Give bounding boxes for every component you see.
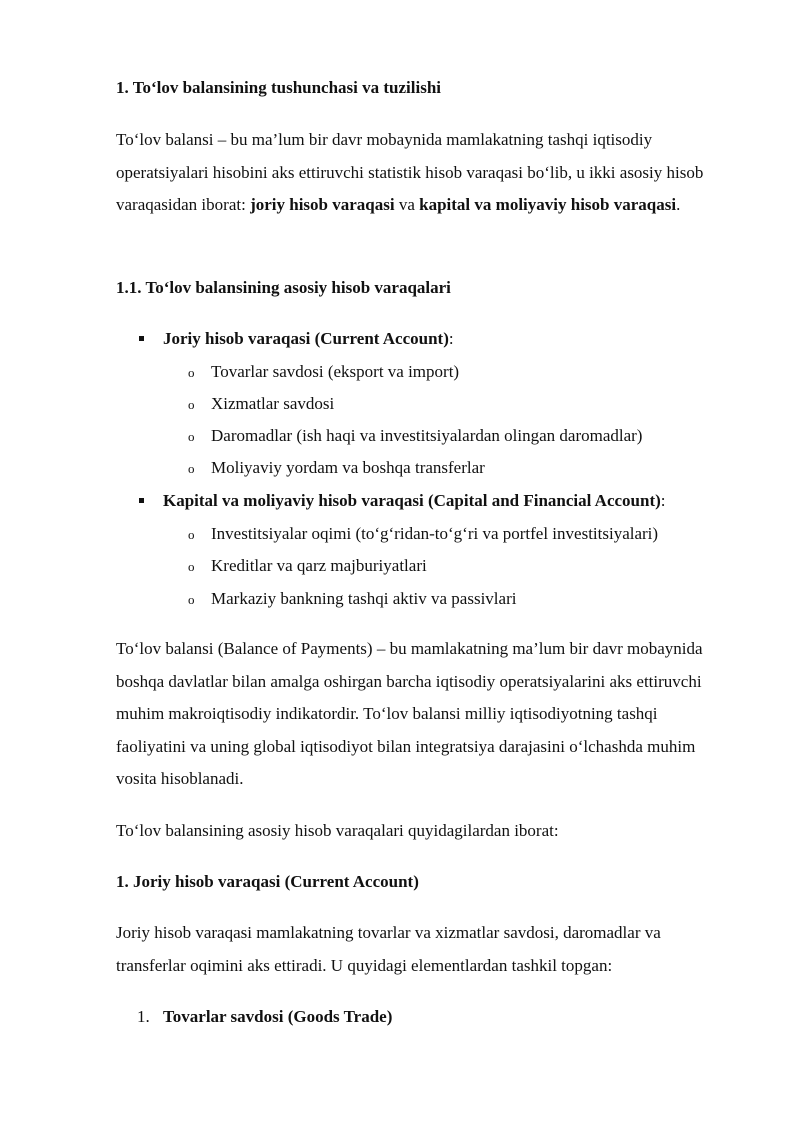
sub-bullet-icon: o: [188, 429, 195, 444]
paragraph-balance-of-payments: To‘lov balansi (Balance of Payments) – bu mamlakatning ma’lum bir davr mobaynida boshqa davlatlar bilan amalga oshirgan barcha iqtisodiy operatsiyalarini aks ettiruvchi muhim makroiqtisodiy indikatordir. To‘lov balansi milliy iqtisodiyotning tashqi faoliyatini va uning global iqtisodiyot bilan integratsiya darajasini o‘lchashda muhim vosita hisoblanadi.: [116, 639, 703, 788]
sub-list-item: Tovarlar savdosi (eksport va import): [211, 362, 460, 381]
bullet-label: Kapital va moliyaviy hisob varaqasi (Capital and Financial Account): [163, 491, 661, 510]
intro-bold-2: kapital va moliyaviy hisob varaqasi: [419, 195, 677, 214]
bullet-icon: [139, 336, 144, 341]
sub-list-item: Investitsiyalar oqimi (to‘g‘ridan-to‘g‘ri va portfel investitsiyalari): [211, 524, 659, 543]
numbered-label: Tovarlar savdosi (Goods Trade): [163, 1007, 393, 1026]
bullet-icon: [139, 498, 144, 503]
sub-list-item: Daromadlar (ish haqi va investitsiyalardan olingan daromadlar): [211, 426, 643, 445]
section-heading-current-account: 1. Joriy hisob varaqasi (Current Account): [116, 872, 419, 891]
bullet-item-capital-financial-account: [163, 491, 666, 511]
sub-bullet-icon: o: [188, 365, 195, 380]
sub-bullet-icon: o: [188, 527, 195, 542]
bullet-item-current-account: [163, 329, 454, 349]
paragraph-current-account: Joriy hisob varaqasi mamlakatning tovarlar va xizmatlar savdosi, daromadlar va transferlar oqimini aks ettiradi. U quyidagi elementlardan tashkil topgan:: [116, 923, 661, 975]
bullet-suffix: :: [448, 329, 454, 348]
intro-bold-1: joriy hisob varaqasi: [250, 195, 395, 214]
sub-list-item: Markaziy bankning tashqi aktiv va passivlari: [211, 589, 517, 608]
numbered-item-goods-trade: [163, 1007, 392, 1027]
intro-text-3: .: [676, 195, 681, 214]
intro-text-1: To‘lov balansi – bu ma’lum bir davr mobaynida mamlakatning tashqi iqtisodiy operatsiyalari hisobini aks ettiruvchi statistik hisob varaqasi bo‘lib, u ikki asosiy hisob varaqasidan iborat:: [116, 130, 704, 214]
sub-bullet-icon: o: [188, 559, 195, 574]
section-heading-1: 1. To‘lov balansining tushunchasi va tuzilishi: [116, 78, 442, 97]
sub-list-item: Moliyaviy yordam va boshqa transferlar: [211, 458, 485, 477]
bullet-suffix: :: [660, 491, 666, 510]
intro-text-2: va: [394, 195, 420, 214]
sub-bullet-icon: o: [188, 592, 195, 607]
sub-list-item: Kreditlar va qarz majburiyatlari: [211, 556, 427, 575]
intro-paragraph: [116, 124, 726, 222]
list-number: 1.: [137, 1007, 150, 1026]
bullet-label: Joriy hisob varaqasi (Current Account): [163, 329, 449, 348]
sub-bullet-icon: o: [188, 461, 195, 476]
sub-bullet-icon: o: [188, 397, 195, 412]
paragraph-main-accounts: To‘lov balansining asosiy hisob varaqalari quyidagilardan iborat:: [116, 821, 559, 840]
sub-list-item: Xizmatlar savdosi: [211, 394, 335, 413]
section-heading-1-1: 1.1. To‘lov balansining asosiy hisob varaqalari: [116, 278, 451, 297]
